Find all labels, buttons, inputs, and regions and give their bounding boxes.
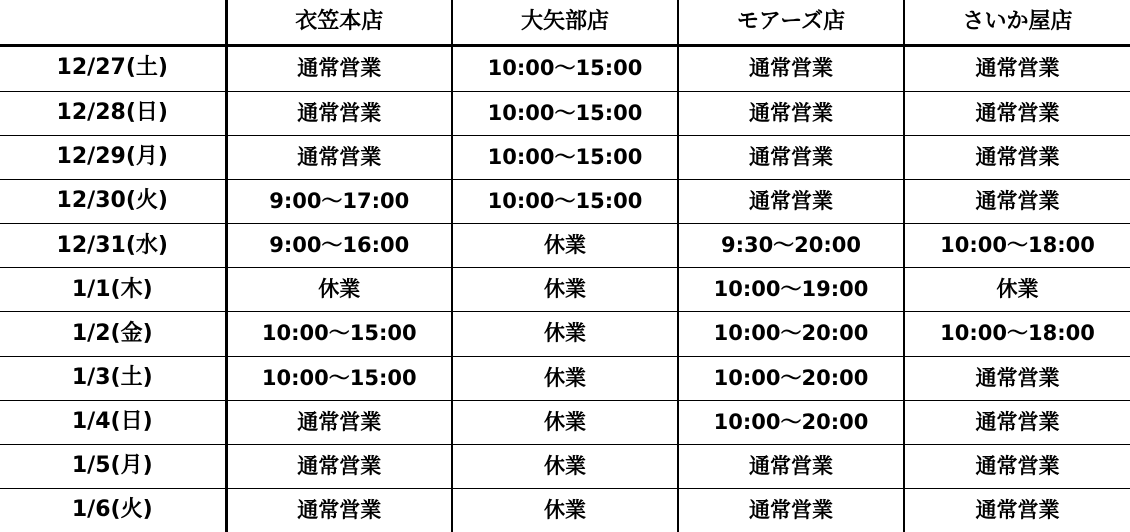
row-date-label: 12/29(月) — [0, 135, 226, 179]
cell-hours: 通常営業 — [226, 91, 452, 135]
row-date-label: 12/30(火) — [0, 179, 226, 223]
table-row — [0, 45, 1130, 91]
cell-hours: 10:00〜20:00 — [678, 356, 904, 400]
cell-hours: 通常営業 — [904, 179, 1130, 223]
cell-hours: 休業 — [452, 489, 678, 532]
column-header-3: モアーズ店 — [678, 0, 904, 45]
cell-hours: 通常営業 — [678, 45, 904, 91]
cell-hours: 休業 — [904, 268, 1130, 312]
row-date-label: 1/3(土) — [0, 356, 226, 400]
column-header-4: さいか屋店 — [904, 0, 1130, 45]
table-row — [0, 91, 1130, 135]
row-date-label: 1/1(木) — [0, 268, 226, 312]
cell-hours: 休業 — [452, 224, 678, 268]
table-row — [0, 268, 1130, 312]
cell-hours: 9:30〜20:00 — [678, 224, 904, 268]
row-date-label: 1/2(金) — [0, 312, 226, 356]
cell-hours: 10:00〜15:00 — [226, 312, 452, 356]
cell-hours: 通常営業 — [678, 135, 904, 179]
row-date-label: 12/31(水) — [0, 224, 226, 268]
column-header-2: 大矢部店 — [452, 0, 678, 45]
cell-hours: 10:00〜15:00 — [452, 135, 678, 179]
cell-hours: 通常営業 — [904, 356, 1130, 400]
cell-hours: 通常営業 — [904, 400, 1130, 444]
cell-hours: 10:00〜15:00 — [452, 179, 678, 223]
table-row — [0, 179, 1130, 223]
table-row — [0, 356, 1130, 400]
cell-hours: 休業 — [452, 356, 678, 400]
cell-hours: 9:00〜17:00 — [226, 179, 452, 223]
table-row — [0, 224, 1130, 268]
cell-hours: 通常営業 — [904, 45, 1130, 91]
cell-hours: 10:00〜18:00 — [904, 224, 1130, 268]
table-header-row — [0, 0, 1130, 45]
cell-hours: 休業 — [452, 268, 678, 312]
row-date-label: 1/4(日) — [0, 400, 226, 444]
cell-hours: 10:00〜15:00 — [226, 356, 452, 400]
cell-hours: 9:00〜16:00 — [226, 224, 452, 268]
cell-hours: 通常営業 — [904, 444, 1130, 488]
cell-hours: 通常営業 — [226, 400, 452, 444]
cell-hours: 休業 — [452, 312, 678, 356]
row-date-label: 1/6(火) — [0, 489, 226, 532]
cell-hours: 10:00〜20:00 — [678, 312, 904, 356]
table-row — [0, 444, 1130, 488]
cell-hours: 通常営業 — [904, 489, 1130, 532]
cell-hours: 休業 — [452, 400, 678, 444]
cell-hours: 通常営業 — [678, 91, 904, 135]
cell-hours: 通常営業 — [678, 489, 904, 532]
table-row — [0, 312, 1130, 356]
table-row — [0, 489, 1130, 532]
cell-hours: 通常営業 — [226, 444, 452, 488]
cell-hours: 10:00〜19:00 — [678, 268, 904, 312]
cell-hours: 通常営業 — [904, 135, 1130, 179]
cell-hours: 10:00〜18:00 — [904, 312, 1130, 356]
cell-hours: 休業 — [226, 268, 452, 312]
cell-hours: 通常営業 — [904, 91, 1130, 135]
cell-hours: 通常営業 — [678, 179, 904, 223]
cell-hours: 通常営業 — [226, 135, 452, 179]
cell-hours: 通常営業 — [226, 45, 452, 91]
column-header-1: 衣笠本店 — [226, 0, 452, 45]
cell-hours: 休業 — [452, 444, 678, 488]
cell-hours: 通常営業 — [226, 489, 452, 532]
cell-hours: 10:00〜20:00 — [678, 400, 904, 444]
row-date-label: 12/28(日) — [0, 91, 226, 135]
table-corner-cell — [0, 0, 226, 45]
table-row — [0, 400, 1130, 444]
cell-hours: 通常営業 — [678, 444, 904, 488]
row-date-label: 1/5(月) — [0, 444, 226, 488]
cell-hours: 10:00〜15:00 — [452, 91, 678, 135]
cell-hours: 10:00〜15:00 — [452, 45, 678, 91]
row-date-label: 12/27(土) — [0, 45, 226, 91]
table-row — [0, 135, 1130, 179]
